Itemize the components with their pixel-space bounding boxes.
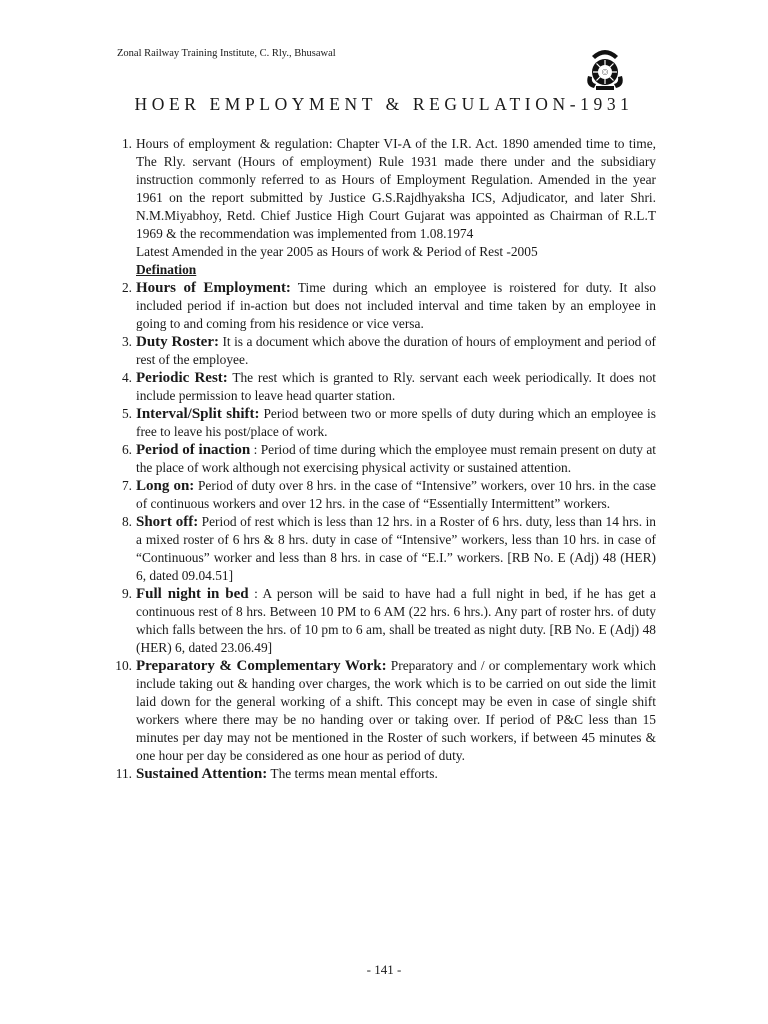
item-text: Period between two or more spells of duty during which an employee is free to leave his post/place of work. <box>136 406 656 439</box>
list-item <box>106 765 656 783</box>
item-text: : A person will be said to have had a full night in bed, if he has get a continuous rest of 8 hrs. Between 10 PM to 6 AM (22 hrs. 6 hrs.). Any part of roster hrs. of duty which falls between the hrs. of 10 pm to 6 am, shall be treated as night duty. [RB No. E (Adj) 48 (HER) 6, dated 23.06.49] <box>136 586 656 655</box>
item-number: 10. <box>115 658 132 673</box>
item-text: Period of duty over 8 hrs. in the case of “Intensive” workers, over 10 hrs. in the case of continuous workers and over 12 hrs. in the case of “Essentially Intermittent” workers. <box>136 478 656 511</box>
item-number: 5. <box>121 406 132 421</box>
item-text: Period of rest which is less than 12 hrs. in a Roster of 6 hrs. duty, less than 14 hrs. in a mixed roster of 6 hrs & 8 hrs. duty in case of “Intensive” workers, less than 10 hrs. in case of “Continuous” worker and less than 8 hrs. in case of “E.I.” workers. [RB No. E (Adj) 48 (HER) 6, dated 09.04.51] <box>136 514 656 583</box>
item-term: Long on: <box>136 478 195 494</box>
item-number: 9. <box>121 586 132 601</box>
item-term: Periodic Rest: <box>136 370 228 386</box>
item-number: 1. <box>121 136 132 151</box>
item-term: Sustained Attention: <box>136 766 268 782</box>
list-item <box>106 369 656 405</box>
item-number: 11. <box>115 766 132 781</box>
item-text: It is a document which above the duration of hours of employment and period of rest of the employee. <box>136 334 656 367</box>
item-term: Hours of Employment: <box>136 280 291 296</box>
item-number: 3. <box>121 334 132 349</box>
list-item <box>106 657 656 765</box>
list-item <box>106 585 656 657</box>
item-term: Short off: <box>136 514 199 530</box>
item-term: Full night in bed <box>136 586 249 602</box>
list-item <box>106 135 656 279</box>
list-item <box>106 513 656 585</box>
definition-list <box>106 135 656 783</box>
item-note: Latest Amended in the year 2005 as Hours of work & Period of Rest -2005 <box>136 244 538 259</box>
list-item <box>106 279 656 333</box>
item-text: The terms mean mental efforts. <box>270 766 438 781</box>
list-item <box>106 477 656 513</box>
item-term: Preparatory & Complementary Work: <box>136 658 387 674</box>
item-text: Time during which an employee is roistered for duty. It also included period if in-action but does not included interval and time taken by an employee in going to and coming from his residence or vice versa. <box>136 280 656 331</box>
page-title: HOER EMPLOYMENT & REGULATION-1931 <box>134 94 634 114</box>
item-text: Hours of employment & regulation: Chapter VI-A of the I.R. Act. 1890 amended time to time, The Rly. servant (Hours of employment) Rule 1931 made there under and the subsidiary instruction commonly referred to as Hours of Employment Regulation. Amended in the year 1961 on the report submitted by Justice G.S.Rajdhyaksha ICS, Adjudicator, and later Shri. N.M.Miyabhoy, Retd. Chief Justice High Court Gujarat was appointed as Chairman of R.L.T 1969 & the recommendation was implemented from 1.08.1974 <box>136 136 656 241</box>
item-text: : Period of time during which the employee must remain present on duty at the place of work although not exercising physical activity or sustained attention. <box>136 442 656 475</box>
item-number: 7. <box>121 478 132 493</box>
list-item <box>106 333 656 369</box>
item-text: The rest which is granted to Rly. servant each week periodically. It does not include permission to leave head quarter station. <box>136 370 656 403</box>
list-item <box>106 441 656 477</box>
item-number: 8. <box>121 514 132 529</box>
page-number: - 141 - <box>366 962 402 977</box>
section-heading: Defination <box>136 262 197 277</box>
item-term: Interval/Split shift: <box>136 406 260 422</box>
item-term: Duty Roster: <box>136 334 219 350</box>
item-text: Preparatory and / or complementary work which include taking out & handing over charges, the work which is to be carried on out side the limit laid down for the general working of a shift. This concept may be even in case of single shift workers where there may be no handing over or taking over. If period of P&C less than 15 minutes per day may not be mentioned in the Roster of such workers, if between 45 minutes & one hour per day be considered as one hour as period of duty. <box>136 658 656 763</box>
railway-emblem-icon <box>582 42 628 92</box>
page-header: Zonal Railway Training Institute, C. Rly., Bhusawal <box>117 48 336 59</box>
list-item <box>106 405 656 441</box>
item-number: 4. <box>121 370 132 385</box>
item-number: 6. <box>121 442 132 457</box>
item-number: 2. <box>121 280 132 295</box>
item-term: Period of inaction <box>136 442 251 458</box>
